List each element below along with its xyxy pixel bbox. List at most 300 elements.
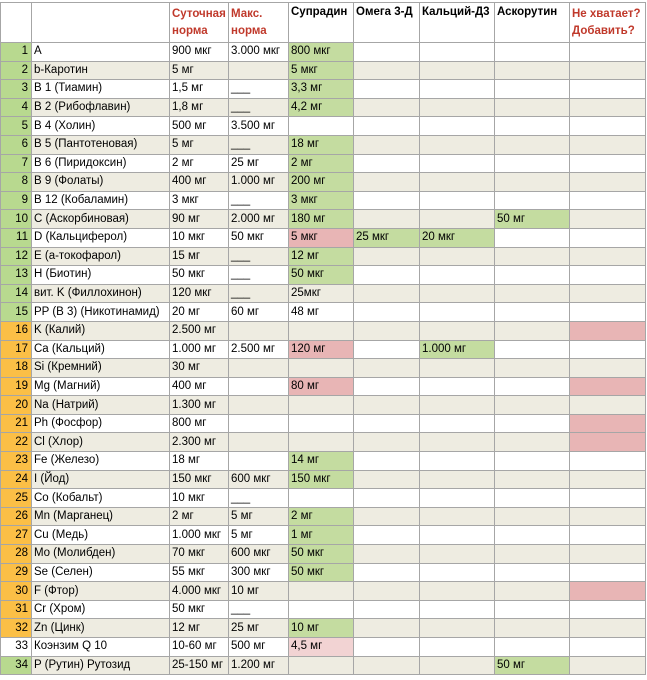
nutrient-name-cell[interactable]: Cl (Хлор)	[32, 433, 170, 452]
max-norm-cell[interactable]: 25 мг	[229, 619, 289, 638]
daily-norm-cell[interactable]: 2.300 мг	[170, 433, 229, 452]
max-norm-cell[interactable]: 600 мкг	[229, 545, 289, 564]
ascorutin-cell[interactable]	[495, 377, 570, 396]
row-number-cell[interactable]: 9	[1, 191, 32, 210]
ascorutin-cell[interactable]	[495, 154, 570, 173]
nutrient-name-cell[interactable]: Si (Кремний)	[32, 359, 170, 378]
daily-norm-cell[interactable]: 1.000 мкг	[170, 526, 229, 545]
daily-norm-cell[interactable]: 120 мкг	[170, 284, 229, 303]
calcium-d3-cell[interactable]	[420, 359, 495, 378]
row-number-cell[interactable]: 30	[1, 582, 32, 601]
supradin-cell[interactable]: 200 мг	[289, 173, 354, 192]
lack-add-cell[interactable]	[570, 98, 646, 117]
lack-add-cell[interactable]	[570, 563, 646, 582]
row-number-cell[interactable]: 23	[1, 452, 32, 471]
nutrient-name-cell[interactable]: вит. K (Филлохинон)	[32, 284, 170, 303]
row-number-cell[interactable]: 6	[1, 135, 32, 154]
max-norm-cell[interactable]: 10 мг	[229, 582, 289, 601]
supradin-cell[interactable]: 50 мкг	[289, 266, 354, 285]
calcium-d3-cell[interactable]	[420, 284, 495, 303]
nutrient-name-cell[interactable]: Коэнзим Q 10	[32, 638, 170, 657]
omega-cell[interactable]	[354, 396, 420, 415]
row-number-cell[interactable]: 7	[1, 154, 32, 173]
daily-norm-cell[interactable]: 70 мкг	[170, 545, 229, 564]
max-norm-cell[interactable]: 600 мкг	[229, 470, 289, 489]
daily-norm-cell[interactable]: 1.300 мг	[170, 396, 229, 415]
max-norm-cell[interactable]: 1.200 мг	[229, 656, 289, 675]
supradin-cell[interactable]: 10 мг	[289, 619, 354, 638]
lack-add-cell[interactable]	[570, 489, 646, 508]
calcium-d3-cell[interactable]	[420, 43, 495, 62]
supradin-cell[interactable]: 3 мкг	[289, 191, 354, 210]
omega-cell[interactable]	[354, 619, 420, 638]
nutrient-name-cell[interactable]: Se (Селен)	[32, 563, 170, 582]
nutrient-name-cell[interactable]: Mg (Магний)	[32, 377, 170, 396]
ascorutin-cell[interactable]	[495, 284, 570, 303]
ascorutin-cell[interactable]: 50 мг	[495, 210, 570, 229]
calcium-d3-cell[interactable]	[420, 154, 495, 173]
nutrient-name-cell[interactable]: B 1 (Тиамин)	[32, 80, 170, 99]
calcium-d3-cell[interactable]	[420, 433, 495, 452]
daily-norm-cell[interactable]: 10-60 мг	[170, 638, 229, 657]
daily-norm-cell[interactable]: 4.000 мкг	[170, 582, 229, 601]
header-supradin[interactable]: Супрадин	[289, 3, 354, 43]
daily-norm-cell[interactable]: 5 мг	[170, 61, 229, 80]
lack-add-cell[interactable]	[570, 210, 646, 229]
supradin-cell[interactable]	[289, 656, 354, 675]
supradin-cell[interactable]: 3,3 мг	[289, 80, 354, 99]
nutrient-name-cell[interactable]: P (Рутин) Рутозид	[32, 656, 170, 675]
omega-cell[interactable]	[354, 303, 420, 322]
ascorutin-cell[interactable]	[495, 563, 570, 582]
calcium-d3-cell[interactable]	[420, 507, 495, 526]
omega-cell[interactable]	[354, 191, 420, 210]
supradin-cell[interactable]	[289, 321, 354, 340]
ascorutin-cell[interactable]	[495, 321, 570, 340]
omega-cell[interactable]	[354, 452, 420, 471]
nutrient-name-cell[interactable]: I (Йод)	[32, 470, 170, 489]
supradin-cell[interactable]: 4,5 мг	[289, 638, 354, 657]
supradin-cell[interactable]: 2 мг	[289, 154, 354, 173]
daily-norm-cell[interactable]: 2 мг	[170, 507, 229, 526]
row-number-cell[interactable]: 15	[1, 303, 32, 322]
max-norm-cell[interactable]: 1.000 мг	[229, 173, 289, 192]
omega-cell[interactable]	[354, 61, 420, 80]
max-norm-cell[interactable]: ___	[229, 600, 289, 619]
calcium-d3-cell[interactable]	[420, 526, 495, 545]
omega-cell[interactable]	[354, 154, 420, 173]
supradin-cell[interactable]	[289, 600, 354, 619]
nutrient-name-cell[interactable]: K (Калий)	[32, 321, 170, 340]
max-norm-cell[interactable]: 3.000 мкг	[229, 43, 289, 62]
lack-add-cell[interactable]	[570, 247, 646, 266]
ascorutin-cell[interactable]	[495, 600, 570, 619]
row-number-cell[interactable]: 32	[1, 619, 32, 638]
omega-cell[interactable]	[354, 98, 420, 117]
supradin-cell[interactable]	[289, 396, 354, 415]
row-number-cell[interactable]: 18	[1, 359, 32, 378]
omega-cell[interactable]	[354, 377, 420, 396]
ascorutin-cell[interactable]	[495, 98, 570, 117]
row-number-cell[interactable]: 22	[1, 433, 32, 452]
max-norm-cell[interactable]	[229, 321, 289, 340]
omega-cell[interactable]	[354, 266, 420, 285]
omega-cell[interactable]	[354, 656, 420, 675]
ascorutin-cell[interactable]	[495, 80, 570, 99]
max-norm-cell[interactable]: 500 мг	[229, 638, 289, 657]
lack-add-cell[interactable]	[570, 359, 646, 378]
lack-add-cell[interactable]	[570, 452, 646, 471]
nutrient-name-cell[interactable]: F (Фтор)	[32, 582, 170, 601]
header-max-norm[interactable]: Макс. норма	[229, 3, 289, 43]
nutrient-name-cell[interactable]: b-Каротин	[32, 61, 170, 80]
omega-cell[interactable]	[354, 470, 420, 489]
daily-norm-cell[interactable]: 1.000 мг	[170, 340, 229, 359]
max-norm-cell[interactable]: ___	[229, 247, 289, 266]
lack-add-cell[interactable]	[570, 396, 646, 415]
ascorutin-cell[interactable]: 50 мг	[495, 656, 570, 675]
calcium-d3-cell[interactable]	[420, 321, 495, 340]
supradin-cell[interactable]: 14 мг	[289, 452, 354, 471]
max-norm-cell[interactable]: 5 мг	[229, 526, 289, 545]
daily-norm-cell[interactable]: 1,8 мг	[170, 98, 229, 117]
daily-norm-cell[interactable]: 900 мкг	[170, 43, 229, 62]
omega-cell[interactable]	[354, 600, 420, 619]
supradin-cell[interactable]: 5 мкг	[289, 228, 354, 247]
row-number-cell[interactable]: 34	[1, 656, 32, 675]
daily-norm-cell[interactable]: 30 мг	[170, 359, 229, 378]
row-number-cell[interactable]: 17	[1, 340, 32, 359]
supradin-cell[interactable]: 48 мг	[289, 303, 354, 322]
nutrient-name-cell[interactable]: Fe (Железо)	[32, 452, 170, 471]
header-daily-norm[interactable]: Суточная норма	[170, 3, 229, 43]
nutrient-name-cell[interactable]: Cr (Хром)	[32, 600, 170, 619]
max-norm-cell[interactable]: ___	[229, 489, 289, 508]
ascorutin-cell[interactable]	[495, 489, 570, 508]
omega-cell[interactable]	[354, 173, 420, 192]
row-number-cell[interactable]: 5	[1, 117, 32, 136]
supradin-cell[interactable]	[289, 433, 354, 452]
row-number-cell[interactable]: 28	[1, 545, 32, 564]
max-norm-cell[interactable]	[229, 61, 289, 80]
max-norm-cell[interactable]	[229, 396, 289, 415]
row-number-cell[interactable]: 21	[1, 414, 32, 433]
daily-norm-cell[interactable]: 18 мг	[170, 452, 229, 471]
omega-cell[interactable]	[354, 563, 420, 582]
calcium-d3-cell[interactable]	[420, 489, 495, 508]
max-norm-cell[interactable]: ___	[229, 284, 289, 303]
row-number-cell[interactable]: 1	[1, 43, 32, 62]
lack-add-cell[interactable]	[570, 228, 646, 247]
max-norm-cell[interactable]: ___	[229, 135, 289, 154]
daily-norm-cell[interactable]: 400 мг	[170, 377, 229, 396]
omega-cell[interactable]	[354, 545, 420, 564]
ascorutin-cell[interactable]	[495, 61, 570, 80]
nutrient-name-cell[interactable]: B 9 (Фолаты)	[32, 173, 170, 192]
calcium-d3-cell[interactable]	[420, 600, 495, 619]
row-number-cell[interactable]: 19	[1, 377, 32, 396]
omega-cell[interactable]	[354, 340, 420, 359]
lack-add-cell[interactable]	[570, 80, 646, 99]
lack-add-cell[interactable]	[570, 340, 646, 359]
max-norm-cell[interactable]: ___	[229, 266, 289, 285]
nutrient-name-cell[interactable]: B 6 (Пиридоксин)	[32, 154, 170, 173]
lack-add-cell[interactable]	[570, 154, 646, 173]
calcium-d3-cell[interactable]	[420, 377, 495, 396]
calcium-d3-cell[interactable]	[420, 396, 495, 415]
daily-norm-cell[interactable]: 400 мг	[170, 173, 229, 192]
nutrient-name-cell[interactable]: Zn (Цинк)	[32, 619, 170, 638]
row-number-cell[interactable]: 11	[1, 228, 32, 247]
row-number-cell[interactable]: 31	[1, 600, 32, 619]
ascorutin-cell[interactable]	[495, 396, 570, 415]
daily-norm-cell[interactable]: 800 мг	[170, 414, 229, 433]
ascorutin-cell[interactable]	[495, 526, 570, 545]
lack-add-cell[interactable]	[570, 135, 646, 154]
supradin-cell[interactable]	[289, 117, 354, 136]
calcium-d3-cell[interactable]	[420, 470, 495, 489]
ascorutin-cell[interactable]	[495, 638, 570, 657]
row-number-cell[interactable]: 27	[1, 526, 32, 545]
daily-norm-cell[interactable]: 1,5 мг	[170, 80, 229, 99]
lack-add-cell[interactable]	[570, 321, 646, 340]
calcium-d3-cell[interactable]	[420, 61, 495, 80]
ascorutin-cell[interactable]	[495, 470, 570, 489]
daily-norm-cell[interactable]: 20 мг	[170, 303, 229, 322]
ascorutin-cell[interactable]	[495, 135, 570, 154]
ascorutin-cell[interactable]	[495, 191, 570, 210]
lack-add-cell[interactable]	[570, 173, 646, 192]
nutrient-name-cell[interactable]: Ca (Кальций)	[32, 340, 170, 359]
omega-cell[interactable]	[354, 43, 420, 62]
header-calcium-d3[interactable]: Кальций-Д3	[420, 3, 495, 43]
omega-cell[interactable]	[354, 638, 420, 657]
lack-add-cell[interactable]	[570, 303, 646, 322]
header-omega[interactable]: Омега 3-Д	[354, 3, 420, 43]
lack-add-cell[interactable]	[570, 61, 646, 80]
row-number-cell[interactable]: 14	[1, 284, 32, 303]
lack-add-cell[interactable]	[570, 600, 646, 619]
max-norm-cell[interactable]	[229, 452, 289, 471]
supradin-cell[interactable]: 150 мкг	[289, 470, 354, 489]
ascorutin-cell[interactable]	[495, 582, 570, 601]
ascorutin-cell[interactable]	[495, 452, 570, 471]
lack-add-cell[interactable]	[570, 545, 646, 564]
supradin-cell[interactable]: 120 мг	[289, 340, 354, 359]
calcium-d3-cell[interactable]	[420, 452, 495, 471]
daily-norm-cell[interactable]: 15 мг	[170, 247, 229, 266]
row-number-cell[interactable]: 3	[1, 80, 32, 99]
max-norm-cell[interactable]	[229, 377, 289, 396]
omega-cell[interactable]	[354, 433, 420, 452]
header-ascorutin[interactable]: Аскорутин	[495, 3, 570, 43]
daily-norm-cell[interactable]: 25-150 мг	[170, 656, 229, 675]
lack-add-cell[interactable]	[570, 470, 646, 489]
calcium-d3-cell[interactable]	[420, 210, 495, 229]
nutrient-name-cell[interactable]: Mn (Марганец)	[32, 507, 170, 526]
ascorutin-cell[interactable]	[495, 247, 570, 266]
row-number-cell[interactable]: 25	[1, 489, 32, 508]
ascorutin-cell[interactable]	[495, 266, 570, 285]
omega-cell[interactable]	[354, 135, 420, 154]
max-norm-cell[interactable]	[229, 414, 289, 433]
lack-add-cell[interactable]	[570, 656, 646, 675]
lack-add-cell[interactable]	[570, 638, 646, 657]
calcium-d3-cell[interactable]: 1.000 мг	[420, 340, 495, 359]
calcium-d3-cell[interactable]	[420, 247, 495, 266]
ascorutin-cell[interactable]	[495, 433, 570, 452]
supradin-cell[interactable]: 180 мг	[289, 210, 354, 229]
omega-cell[interactable]	[354, 210, 420, 229]
daily-norm-cell[interactable]: 150 мкг	[170, 470, 229, 489]
ascorutin-cell[interactable]	[495, 507, 570, 526]
calcium-d3-cell[interactable]	[420, 266, 495, 285]
omega-cell[interactable]	[354, 507, 420, 526]
row-number-cell[interactable]: 33	[1, 638, 32, 657]
row-number-cell[interactable]: 4	[1, 98, 32, 117]
supradin-cell[interactable]: 25мкг	[289, 284, 354, 303]
omega-cell[interactable]	[354, 80, 420, 99]
lack-add-cell[interactable]	[570, 191, 646, 210]
supradin-cell[interactable]: 5 мкг	[289, 61, 354, 80]
supradin-cell[interactable]	[289, 489, 354, 508]
lack-add-cell[interactable]	[570, 117, 646, 136]
calcium-d3-cell[interactable]	[420, 414, 495, 433]
supradin-cell[interactable]: 80 мг	[289, 377, 354, 396]
lack-add-cell[interactable]	[570, 526, 646, 545]
header-corner-cell[interactable]	[1, 3, 32, 43]
max-norm-cell[interactable]: 300 мкг	[229, 563, 289, 582]
daily-norm-cell[interactable]: 10 мкг	[170, 228, 229, 247]
ascorutin-cell[interactable]	[495, 228, 570, 247]
ascorutin-cell[interactable]	[495, 545, 570, 564]
daily-norm-cell[interactable]: 500 мг	[170, 117, 229, 136]
nutrient-name-cell[interactable]: H (Биотин)	[32, 266, 170, 285]
supradin-cell[interactable]: 50 мкг	[289, 545, 354, 564]
daily-norm-cell[interactable]: 50 мкг	[170, 266, 229, 285]
max-norm-cell[interactable]: 5 мг	[229, 507, 289, 526]
calcium-d3-cell[interactable]	[420, 638, 495, 657]
lack-add-cell[interactable]	[570, 582, 646, 601]
header-lack-add[interactable]: Не хватает? Добавить?	[570, 3, 646, 43]
header-name-cell[interactable]	[32, 3, 170, 43]
max-norm-cell[interactable]	[229, 359, 289, 378]
max-norm-cell[interactable]: 2.000 мг	[229, 210, 289, 229]
calcium-d3-cell[interactable]	[420, 135, 495, 154]
omega-cell[interactable]	[354, 284, 420, 303]
omega-cell[interactable]	[354, 582, 420, 601]
ascorutin-cell[interactable]	[495, 359, 570, 378]
max-norm-cell[interactable]: 50 мкг	[229, 228, 289, 247]
row-number-cell[interactable]: 10	[1, 210, 32, 229]
max-norm-cell[interactable]: ___	[229, 98, 289, 117]
row-number-cell[interactable]: 24	[1, 470, 32, 489]
ascorutin-cell[interactable]	[495, 414, 570, 433]
row-number-cell[interactable]: 29	[1, 563, 32, 582]
max-norm-cell[interactable]: ___	[229, 191, 289, 210]
supradin-cell[interactable]: 1 мг	[289, 526, 354, 545]
supradin-cell[interactable]: 50 мкг	[289, 563, 354, 582]
row-number-cell[interactable]: 12	[1, 247, 32, 266]
lack-add-cell[interactable]	[570, 43, 646, 62]
daily-norm-cell[interactable]: 12 мг	[170, 619, 229, 638]
daily-norm-cell[interactable]: 2 мг	[170, 154, 229, 173]
calcium-d3-cell[interactable]	[420, 98, 495, 117]
calcium-d3-cell[interactable]	[420, 563, 495, 582]
omega-cell[interactable]	[354, 321, 420, 340]
supradin-cell[interactable]: 800 мкг	[289, 43, 354, 62]
ascorutin-cell[interactable]	[495, 303, 570, 322]
supradin-cell[interactable]	[289, 359, 354, 378]
max-norm-cell[interactable]: 3.500 мг	[229, 117, 289, 136]
lack-add-cell[interactable]	[570, 507, 646, 526]
nutrient-name-cell[interactable]: E (а-токофарол)	[32, 247, 170, 266]
lack-add-cell[interactable]	[570, 266, 646, 285]
daily-norm-cell[interactable]: 10 мкг	[170, 489, 229, 508]
nutrient-name-cell[interactable]: Na (Натрий)	[32, 396, 170, 415]
nutrient-name-cell[interactable]: B 4 (Холин)	[32, 117, 170, 136]
omega-cell[interactable]	[354, 526, 420, 545]
ascorutin-cell[interactable]	[495, 43, 570, 62]
nutrient-name-cell[interactable]: D (Кальциферол)	[32, 228, 170, 247]
row-number-cell[interactable]: 8	[1, 173, 32, 192]
lack-add-cell[interactable]	[570, 284, 646, 303]
supradin-cell[interactable]	[289, 414, 354, 433]
omega-cell[interactable]	[354, 359, 420, 378]
daily-norm-cell[interactable]: 5 мг	[170, 135, 229, 154]
supradin-cell[interactable]: 4,2 мг	[289, 98, 354, 117]
daily-norm-cell[interactable]: 3 мкг	[170, 191, 229, 210]
calcium-d3-cell[interactable]	[420, 173, 495, 192]
supradin-cell[interactable]: 2 мг	[289, 507, 354, 526]
ascorutin-cell[interactable]	[495, 173, 570, 192]
lack-add-cell[interactable]	[570, 414, 646, 433]
nutrient-name-cell[interactable]: C (Аскорбиновая)	[32, 210, 170, 229]
ascorutin-cell[interactable]	[495, 117, 570, 136]
daily-norm-cell[interactable]: 55 мкг	[170, 563, 229, 582]
omega-cell[interactable]	[354, 414, 420, 433]
ascorutin-cell[interactable]	[495, 340, 570, 359]
calcium-d3-cell[interactable]	[420, 582, 495, 601]
calcium-d3-cell[interactable]	[420, 619, 495, 638]
nutrient-name-cell[interactable]: B 12 (Кобаламин)	[32, 191, 170, 210]
omega-cell[interactable]	[354, 117, 420, 136]
omega-cell[interactable]	[354, 247, 420, 266]
max-norm-cell[interactable]: 60 мг	[229, 303, 289, 322]
nutrient-name-cell[interactable]: PP (B 3) (Никотинамид)	[32, 303, 170, 322]
row-number-cell[interactable]: 26	[1, 507, 32, 526]
calcium-d3-cell[interactable]	[420, 191, 495, 210]
daily-norm-cell[interactable]: 50 мкг	[170, 600, 229, 619]
calcium-d3-cell[interactable]	[420, 656, 495, 675]
lack-add-cell[interactable]	[570, 377, 646, 396]
max-norm-cell[interactable]: 25 мг	[229, 154, 289, 173]
nutrient-name-cell[interactable]: A	[32, 43, 170, 62]
calcium-d3-cell[interactable]	[420, 80, 495, 99]
nutrient-name-cell[interactable]: B 2 (Рибофлавин)	[32, 98, 170, 117]
lack-add-cell[interactable]	[570, 619, 646, 638]
supradin-cell[interactable]: 12 мг	[289, 247, 354, 266]
lack-add-cell[interactable]	[570, 433, 646, 452]
row-number-cell[interactable]: 13	[1, 266, 32, 285]
calcium-d3-cell[interactable]: 20 мкг	[420, 228, 495, 247]
calcium-d3-cell[interactable]	[420, 117, 495, 136]
max-norm-cell[interactable]: 2.500 мг	[229, 340, 289, 359]
omega-cell[interactable]: 25 мкг	[354, 228, 420, 247]
nutrient-name-cell[interactable]: Co (Кобальт)	[32, 489, 170, 508]
daily-norm-cell[interactable]: 90 мг	[170, 210, 229, 229]
row-number-cell[interactable]: 16	[1, 321, 32, 340]
